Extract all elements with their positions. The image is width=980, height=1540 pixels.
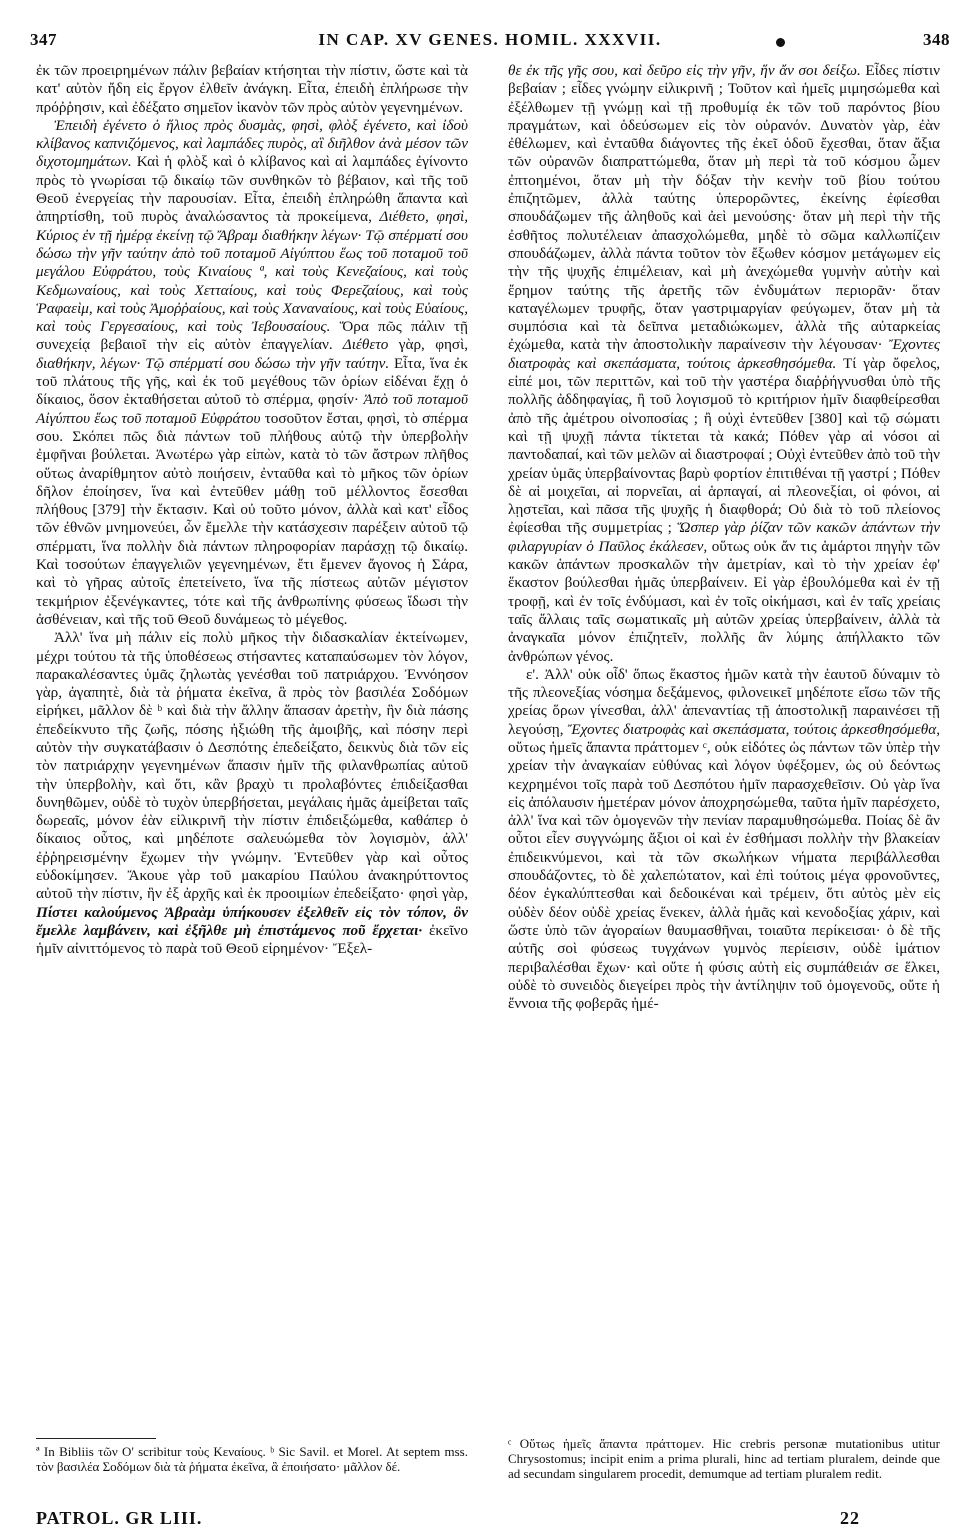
right-paragraph-2: ε'. Ἀλλ' οὐκ οἶδ' ὅπως ἕκαστος ἡμῶν κατὰ τὴν ἑαυτοῦ δύναμιν τὸ τῆς πλεονεξίας νόσημα δεξάμενος, φιλονεικεῖ μηδέποτε εἴσω τῶν τῆς χρείας ὅρων γίνεσθαι, ἀλλ' ἀπεναντίας τῇ ἀποστολικῇ παραινέσει τῇ λεγούσῃ, Ἔχοντες διατροφὰς καὶ σκεπάσματα, τούτοις ἀρκεσθησόμεθα, οὕτως ἡμεῖς ἅπαντα πράττομεν ᶜ, οὐκ εἰδότες ὡς πάντων τῶν ὑπὲρ τὴν χρείαν τὴν ἀναγκαίαν εὐθύνας καὶ λόγον ὑφέξομεν, ὡς οὐ δεόντως κεχρημένοι τοῖς παρὰ τοῦ Δεσπότου ἡμῖν παρασχεθεῖσιν. Οὐ γὰρ ἵνα εἰς ἀπόλαυσιν ἡμετέραν μόνον ἀποχρησώμεθα, ταῦτα ἡμῖν παρέσχετο, ἀλλ' ἵνα καὶ τῶν ὁμογενῶν τὴν πενίαν παραμυθησώμεθα. Ποίας δὲ ἂν οὗτοι εἶεν συγγνώμης ἄξιοι οἱ καὶ ἐν ἐσθήμασι πολλὴν τὴν βλακείαν ἐπιδεικνύμενοι, καὶ τὰ τῶν σκωλήκων νήματα περιβάλλεσθαι σπουδάζοντες, τὸ δὲ χαλεπώτατον, καὶ ἐπὶ τούτοις μέγα φρονοῦντες, δέον ἐγκαλύπτεσθαι καὶ δεδοικέναι καὶ τρέμειν, ὅτι αὐτὸς μὲν εἰς οὐδὲν δέον οὐδὲ χρείας ἕνεκεν, ἀλλὰ ἡμᾶς καὶ κενοδοξίας χάριν, καὶ ὥστε ὑπὸ τῶν ἀγοραίων θαυμασθῆναι, τοιαῦτα περίκεισαι· ὁ δὲ τῆς αὐτῆς σοὶ φύσεως τυγχάνων γυμνὸς περίεισιν, οὐδὲ ἱμάτιον περιβαλέσθαι ἔχων· καὶ οὔτε ἡ φύσις αὐτὴ εἰς συμπάθειάν σε ἕλκει, οὐδὲ τὸ συνειδὸς διεγείρει πρὸς τὴν ἀντίληψιν τοῦ ὁμογενοῦς, οὔτε ἡ ἔννοια τῆς φοβερᾶς ἡμέ- (508, 665, 940, 1013)
right-footnote: ᶜ Οὕτως ἡμεῖς ἅπαντα πράττομεν. Hic crebris personæ mutationibus utitur Chrysostomus; incipit enim a prima plurali, hinc ad tertiam pluralem, deinde que ad secundam singularem procedit, demumque ad tertiam pluralem redit. (508, 1436, 940, 1481)
right-column (508, 62, 940, 1013)
left-footnote: ª In Bibliis τῶν O' scribitur τοὺς Κεναίους. ᵇ Sic Savil. et Morel. At septem mss. τὸν βασιλέα Σοδόμων διὰ τὰ ῥήματα ἐκεῖνα, ἃ ἐποιήσατο· μᾶλλον δέ. (36, 1444, 468, 1474)
running-header (30, 30, 950, 58)
left-paragraph-3: Ἀλλ' ἵνα μὴ πάλιν εἰς πολὺ μῆκος τὴν διδασκαλίαν ἐκτείνωμεν, μέχρι τούτου τὰ τῆς ὑποθέσεως στήσαντες καταπαύσωμεν τὸν λόγον, παρακαλέσαντες ὑμᾶς ζηλωτὰς γενέσθαι τοῦ πατριάρχου. Ἐννόησον γὰρ, ἀγαπητὲ, διὰ τὰ ῥήματα ἐκεῖνα, ἃ πρὸς τὸν βασιλέα Σοδόμων εἰρήκει, μᾶλλον δὲ ᵇ καὶ διὰ τὴν ἄλλην ἅπασαν ἀρετὴν, ἣν διὰ πάσης ἐπεδείκνυτο τῆς ζωῆς, πόσης ἠξιώθη τῆς ἀμοιβῆς, καὶ πόσην περὶ αὐτὸν τὴν συγκατάβασιν ὁ Δεσπότης ἐπεδείξατο, δεικνὺς διὰ τῶν εἰς τὸν πατριάρχην γεγενημένων ἅπασιν ἡμῖν τῆς φιλανθρωπίας αὐτοῦ τὴν ὑπερβολὴν, καὶ ὅτι, κἂν βραχὺ τι προλαβόντες ἐπιδείξασθαι δυνηθῶμεν, οὐδὲ τὸ τυχὸν ὑπερβήσεται, μεγάλαις ἡμᾶς ἀμείβεται ταῖς δωρεαῖς, μόνον ἐὰν εἰλικρινῆ τὴν πίστιν ἐπιδειξώμεθα, καθάπερ ὁ δίκαιος οὗτος, καὶ μηδέποτε σαλευώμεθα τὸν λογισμὸν, ἀλλ' ἐῤῥηρεισμένην ἔχωμεν τὴν γνώμην. Ἐντεῦθεν γὰρ καὶ οὗτος εὐδοκίμησεν. Ἄκουε γὰρ τοῦ μακαρίου Παύλου ἀνακηρύττοντος αὐτοῦ τὴν πίστιν, ἣν ἐξ ἀρχῆς καὶ ἐκ προοιμίων ἐπεδείξατο· φησὶ γὰρ, Πίστει καλούμενος Ἀβραὰμ ὑπήκουσεν ἐξελθεῖν εἰς τὸν τόπον, ὃν ἔμελλε λαμβάνειν, καὶ ἐξῆλθε μὴ ἐπιστάμενος ποῦ ἔρχεται· ἐκεῖνο ἡμῖν αἰνιττόμενος τὸ παρὰ τοῦ Θεοῦ εἰρημένον· Ἔξελ- (36, 629, 468, 958)
left-column (36, 62, 468, 959)
right-column-number: 348 (923, 30, 950, 49)
left-paragraph-2: Ἐπειδὴ ἐγένετο ὁ ἥλιος πρὸς δυσμὰς, φησὶ, φλὸξ ἐγένετο, καὶ ἰδοὺ κλίβανος καπνιζόμενος, καὶ λαμπάδες πυρὸς, αἳ διῆλθον ἀνὰ μέσον τῶν διχοτομημάτων. Καὶ ἡ φλὸξ καὶ ὁ κλίβανος καὶ αἱ λαμπάδες ἐγίνοντο πρὸς τὸ γνωρίσαι τῷ δικαίῳ τῶν συνθηκῶν τὸ βέβαιον, καὶ τῆς τοῦ Θεοῦ ἐνεργείας τὴν παρουσίαν. Εἶτα, ἐπειδὴ ἐπληρώθη ἅπαντα καὶ ἀπηρτίσθη, τοῦ πυρὸς ἀναλώσαντος τὰ προκείμενα, Διέθετο, φησὶ, Κύριος ἐν τῇ ἡμέρᾳ ἐκείνῃ τῷ Ἄβραμ διαθήκην λέγων· Τῷ σπέρματί σου δώσω τὴν γῆν ταύτην ἀπὸ τοῦ ποταμοῦ Αἰγύπτου ἕως τοῦ ποταμοῦ τοῦ μεγάλου Εὐφράτου, τοὺς Κιναίους ª, καὶ τοὺς Κενεζαίους, καὶ τοὺς Κεδμωναίους, καὶ τοὺς Χετταίους, καὶ τοὺς Φερεζαίους, καὶ τοὺς Ῥαφαεὶμ, καὶ τοὺς Ἀμοῤῥαίους, καὶ τοὺς Χαναναίους, καὶ τοὺς Εὐαίους, καὶ τοὺς Γεργεσαίους, καὶ τοὺς Ἰεβουσαίους. Ὅρα πῶς πάλιν τῇ συνεχείᾳ βεβαιοῖ τὴν εἰς αὐτὸν ἐπαγγελίαν. Διέθετο γὰρ, φησὶ, διαθήκην, λέγων· Τῷ σπέρματί σου δώσω τὴν γῆν ταύτην. Εἶτα, ἵνα ἐκ τοῦ πλάτους τῆς γῆς, καὶ ἐκ τοῦ μεγέθους τῶν ὁρίων εἰδέναι ἔχῃ ὁ δίκαιος, ὅσον ἐκταθήσεται αὐτοῦ τὸ σπέρμα, φησίν· Ἀπὸ τοῦ ποταμοῦ Αἰγύπτου ἕως τοῦ ποταμοῦ Εὐφράτου τοσοῦτον ἔσται, φησὶ, τὸ σπέρμα σου. Σκόπει πῶς διὰ πάντων τοῦ πλήθους αὐτῷ τὴν ὑπερβολὴν ἐμφῆναι βούλεται. Ἀνωτέρω γὰρ εἰπὼν, κατὰ τὸ τῶν ἄστρων πλῆθος οὕτως ἀναρίθμητον αὐτὸ ποιήσειν, ἐνταῦθα καὶ τὸ μῆκος τῶν ὁρίων δῆλον ἐποίησεν, ἵνα καὶ ἐντεῦθεν μάθῃ τοῦ μέλλοντος ἔσεσθαι πλήθους [379] τὴν ἔκτασιν. Καὶ οὐ τοῦτο μόνον, ἀλλὰ καὶ κατ' εἶδος τῶν ἐθνῶν μνημονεύει, ὧν ἔμελλε τὴν κατάσχεσιν παρέξειν αὐτοῦ τῷ σπέρματι, ἵνα πολλὴν διὰ πάντων πληροφορίαν παράσχῃ τῷ δικαίῳ. Καὶ τοσούτων ἐπαγγελιῶν γεγενημένων, ἔτι ἔμενεν ἄγονος ἡ Σάρα, καὶ τὸ γῆρας αὐτοῖς ἐπετείνετο, ἵνα τῆς πίστεως αὐτῶν μέγιστον τεκμήριον ἐξενέγκαντες, τότε καὶ τῆς ἀνθρωπίνης φύσεως ἴδωσι τὴν ἀσθένειαν, καὶ τῆς τοῦ Θεοῦ δυνάμεως τὸ μέγεθος. (36, 116, 469, 628)
bullet-mark (776, 38, 785, 47)
page-footer (36, 1508, 940, 1529)
sheet-number: 22 (840, 1508, 860, 1528)
volume-signature: PATROL. GR LIII. (36, 1508, 203, 1528)
left-footnote-rule (36, 1438, 156, 1439)
left-column-number: 347 (30, 30, 57, 49)
running-title: IN CAP. XV GENES. HOMIL. XXXVII. (318, 30, 662, 49)
right-paragraph-1: θε ἐκ τῆς γῆς σου, καὶ δεῦρο εἰς τὴν γῆν, ἥν ἄν σοι δείξω. Εἶδες πίστιν βεβαίαν ; εἶδες γνώμην εἰλικρινῆ ; Τοῦτον καὶ ἡμεῖς μιμησώμεθα καὶ ἐξέλθωμεν τῇ γνώμῃ καὶ τῇ προθυμίᾳ ἐκ τῶν τοῦ παρόντος βίου πραγμάτων, καὶ ὁδεύσωμεν εἰς τὸν οὐρανόν. Δυνατὸν γὰρ, ἐὰν ἐθέλωμεν, καὶ ἐνταῦθα διάγοντες τῆς ἐκεῖ ὁδοῦ ἔχεσθαι, ὅταν ἄξια τῶν οὐρανῶν διαπραττώμεθα, ὅταν μὴ περὶ τὰ τοῦ κόσμου ὦμεν ἐπτοημένοι, ὅταν μὴ τὴν δόξαν τὴν κενὴν τοῦ βίου τούτου ἐπιζητῶμεν, ἀλλὰ ταύτης ὑπερορῶντες, ἐκείνης ἐφίεσθαι σπουδάζωμεν τῆς ἀληθοῦς καὶ ἀεὶ μενούσης· ὅταν μὴ περὶ τὴν τῆς ἐσθῆτος πολυτέλειαν ἀπασχολώμεθα, μηδὲ τὸ σῶμα καλλωπίζειν σπουδάζωμεν, ἀλλὰ πάντα τοῦτον τὸν ἔξωθεν κόσμον μετάγωμεν εἰς τὴν τῆς ψυχῆς ἐπιμέλειαν, καὶ μὴ ἀνεχώμεθα γυμνὴν αὐτὴν καὶ ἔρημον ταύτης τῆς ἀρετῆς τῶν ἐνδυμάτων περιορᾶν· ὅταν καταγέλωμεν τρυφῆς, ὅταν γαστριμαργίαν φεύγωμεν, ὅταν μὴ τὰ συμπόσια καὶ τὰ δεῖπνα μεταδιώκωμεν, ἀλλὰ τῆς αὐταρκείας ἐχώμεθα, κατὰ τὴν ἀποστολικὴν παραίνεσιν τὴν λέγουσαν· Ἔχοντες διατροφὰς καὶ σκεπάσματα, τούτοις ἀρκεσθησόμεθα. Τί γὰρ ὄφελος, εἰπέ μοι, τῶν περιττῶν, καὶ τοῦ τὴν γαστέρα διαῤῥήγνυσθαι ὑπὸ τῆς πολλῆς ἀδδηφαγίας, ἢ τοῦ λογισμοῦ τὸ κριτήριον ἡμῖν διαφθείρεσθαι ἀπὸ τῆς ἀμέτρου οἰνοποσίας ; ἢ οὐχὶ ἐντεῦθεν [380] καὶ τῷ σώματι καὶ τῇ ψυχῇ πάντα τίκτεται τὰ κακά; Πόθεν γὰρ αἱ νόσοι αἱ παντοδαπαί, καὶ τῶν μελῶν αἱ διαστροφαί ; Οὐχὶ ἐντεῦθεν ἀπὸ τοῦ τὴν χρείαν ὑμᾶς ὑπερβαίνοντας βαρὺ φορτίον ἐπιτιθέναι τῇ γαστρί ; Πόθεν δὲ αἱ μοιχεῖαι, αἱ πορνεῖαι, αἱ ἁρπαγαί, αἱ πλεονεξίαι, οἱ φόνοι, αἱ λῃστεῖαι, καὶ πᾶσα τῆς ψυχῆς ἡ διαφθορά; Οὐ διὰ τὸ τοῦ πλείονος ἐφίεσθαι τῆς συμμετρίας ; Ὥσπερ γὰρ ῥίζαν τῶν κακῶν ἁπάντων τὴν φιλαργυρίαν ὁ Παῦλος ἐκάλεσεν, οὕτως οὐκ ἄν τις ἁμάρτοι πηγὴν τῶν κακῶν ἁπάντων προσκαλῶν τὴν ἀμετρίαν, καὶ τὸ τὴν χρείαν ἐφ' ἕκαστον βούλεσθαι ἡμᾶς ὑπερβαίνειν. Εἰ γὰρ ἐβουλόμεθα καὶ ἐν τῇ τροφῇ, καὶ ἐν τοῖς ἐνδύμασι, καὶ ἐν τοῖς οἰκήμασι, καὶ ἐν ταῖς χρείαις ταῖς ἄλλαις ταῖς σωματικαῖς μὴ αὐτῶν χρείας ὑπερβαίνειν, ἀλλὰ τὰ ἀναγκαῖα μόνον ἐπιζητεῖν, πολλῆς ἂν λύμης ἀπήλλακτο τῶν ἀνθρώπων γένος. (508, 62, 941, 665)
left-paragraph-1: ἐκ τῶν προειρημένων πάλιν βεβαίαν κτήσηται τὴν πίστιν, ὥστε καὶ τὰ κατ' αὐτὸν ἤδη εἰς ἔργον ἐλθεῖν ἀνάγκη. Εἶτα, ἐπειδὴ ἐπλήρωσε τὴν πρόῤῥησιν, καὶ ἐδέξατο σημεῖον ἱκανὸν τῶν πρὸς αὐτὸν γεγενημένων. (36, 62, 468, 116)
